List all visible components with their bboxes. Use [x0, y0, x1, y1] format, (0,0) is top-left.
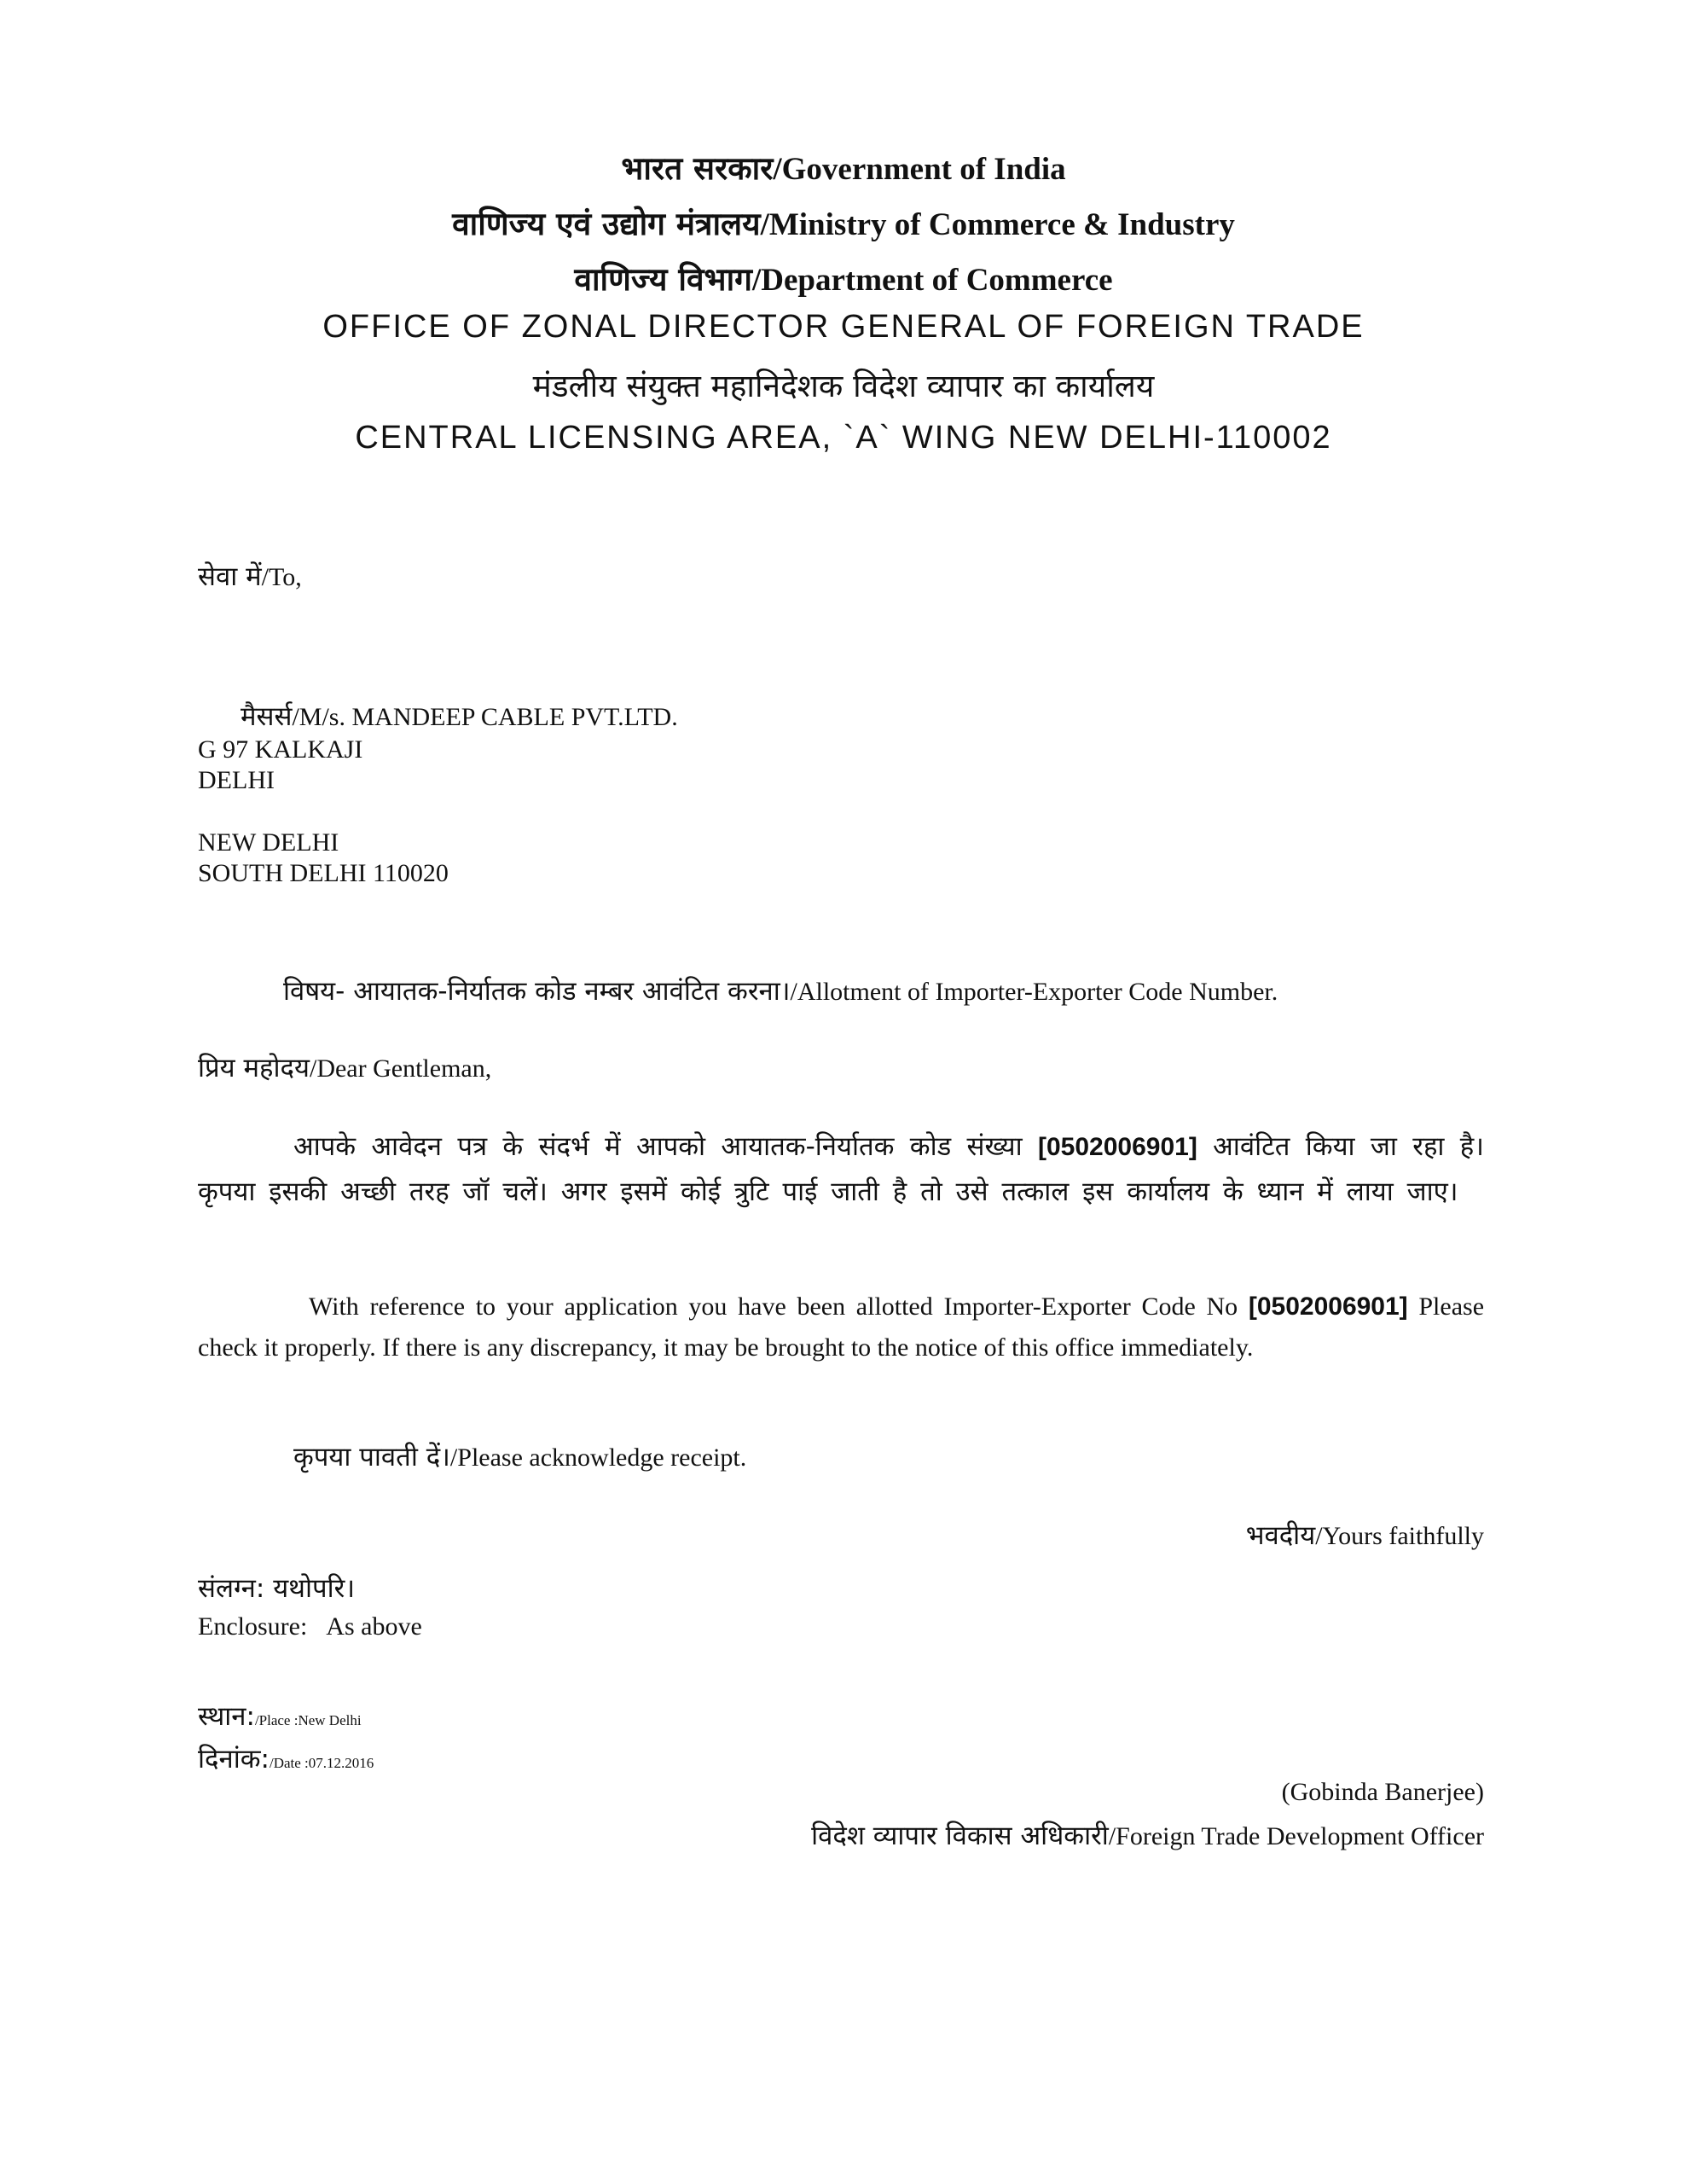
header-government-english: /Government of India — [773, 152, 1066, 187]
header-ministry — [0, 200, 1687, 244]
salutation — [198, 1049, 491, 1085]
body-english-part2: Please check it properly. If there is any discrepancy, it may be brought to the notice of this office immediately. — [198, 1292, 1485, 1362]
acknowledge-line — [293, 1438, 746, 1474]
to-line — [198, 558, 302, 594]
salutation-hindi: प्रिय महोदय — [198, 1053, 310, 1083]
body-hindi-part2: आवंटित किया जा रहा है। कृपया इसकी अच्छी तरह जॉ चलें। अगर इसमें कोई त्रुटि पाई जाती है तो उसे तत्काल इस कार्यालय के ध्यान में लाया जाए। — [198, 1131, 1484, 1207]
recipient-address-line: DELHI — [198, 766, 275, 794]
recipient-address-line: SOUTH DELHI 110020 — [198, 859, 449, 887]
body-paragraph-english — [198, 1287, 1484, 1368]
subject-hindi: विषय- आयातक-निर्यातक कोड नम्बर आवंटित करना। — [283, 976, 791, 1007]
signatory-designation-english: /Foreign Trade Development Officer — [1108, 1822, 1484, 1850]
place-line — [198, 1698, 362, 1734]
header-government — [0, 145, 1687, 189]
iec-code-english: [0502006901] — [1248, 1292, 1408, 1321]
signatory-designation-hindi: विदेश व्यापार विकास अधिकारी — [811, 1821, 1109, 1851]
closing-english: /Yours faithfully — [1315, 1522, 1484, 1550]
signatory-designation — [811, 1817, 1484, 1853]
salutation-english: /Dear Gentleman, — [309, 1054, 492, 1083]
iec-code-hindi: [0502006901] — [1038, 1133, 1197, 1161]
header-ministry-english: /Ministry of Commerce & Industry — [760, 207, 1235, 242]
body-paragraph-hindi — [198, 1124, 1484, 1214]
date-english: /Date :07.12.2016 — [269, 1755, 374, 1771]
enclosure-english — [198, 1612, 422, 1641]
header-department-english: /Department of Commerce — [751, 263, 1113, 298]
date-line — [198, 1740, 374, 1776]
header-department-hindi: वाणिज्य विभाग — [574, 261, 752, 298]
recipient-address-line: G 97 KALKAJI — [198, 735, 363, 764]
header-office-hindi: मंडलीय संयुक्त महानिदेशक विदेश व्यापार का कार्यालय — [532, 368, 1155, 404]
closing — [1246, 1517, 1484, 1553]
body-english-part1: With reference to your application you have been allotted Importer-Exporter Code No — [309, 1292, 1249, 1321]
recipient-prefix-hindi: मैसर्स — [241, 701, 293, 732]
header-office-english: OFFICE OF ZONAL DIRECTOR GENERAL OF FOREIGN TRADE — [322, 309, 1365, 345]
signatory-name: (Gobinda Banerjee) — [1281, 1778, 1484, 1806]
recipient-name: /M/s. MANDEEP CABLE PVT.LTD. — [292, 703, 678, 731]
subject-line — [283, 973, 1278, 1008]
date-hindi: दिनांक: — [198, 1744, 270, 1774]
closing-hindi: भवदीय — [1245, 1520, 1316, 1551]
acknowledge-hindi: कृपया पावती दें। — [293, 1442, 450, 1472]
header-ministry-hindi: वाणिज्य एवं उद्योग मंत्रालय — [452, 206, 761, 242]
acknowledge-english: /Please acknowledge receipt. — [449, 1443, 747, 1472]
enclosure-value: As above — [326, 1612, 422, 1641]
recipient-address-line: NEW DELHI — [198, 828, 339, 857]
subject-english: /Allotment of Importer-Exporter Code Number. — [790, 978, 1278, 1006]
enclosure-label: Enclosure: — [198, 1612, 308, 1641]
to-english: /To, — [261, 563, 302, 591]
body-hindi-part1: आपके आवेदन पत्र के संदर्भ में आपको आयातक-निर्यातक कोड संख्या — [293, 1131, 1038, 1162]
enclosure-hindi: संलग्न: यथोपरि। — [198, 1573, 356, 1604]
header-government-hindi: भारत सरकार — [621, 150, 774, 187]
place-hindi: स्थान: — [198, 1701, 255, 1732]
recipient-name-line — [241, 698, 678, 734]
header-department — [0, 256, 1687, 299]
to-hindi: सेवा में — [198, 561, 262, 592]
header-address: CENTRAL LICENSING AREA, `A` WING NEW DELHI-110002 — [355, 420, 1332, 456]
place-english: /Place :New Delhi — [254, 1712, 362, 1728]
